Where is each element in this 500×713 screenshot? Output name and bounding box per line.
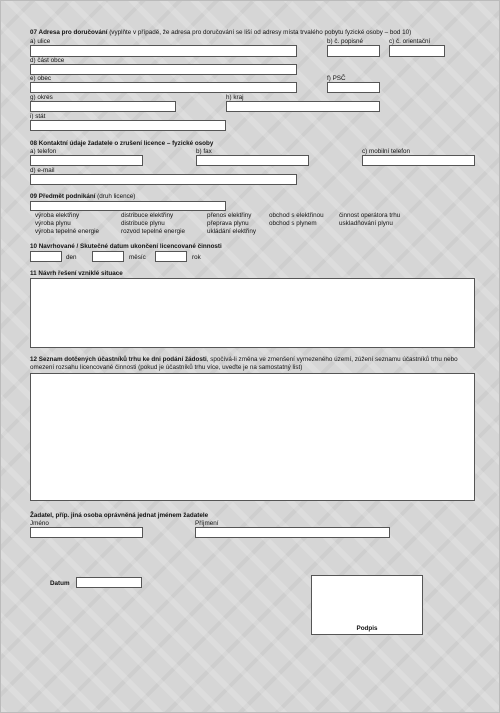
email-field[interactable] (30, 174, 297, 185)
mesic-field[interactable] (92, 251, 124, 262)
orientacni-field[interactable] (389, 45, 445, 57)
licence-item: výroba tepelné energie (35, 228, 100, 235)
licence-item: distribuce elektřiny (121, 212, 174, 219)
s12-title: 12 Seznam dotčených účastníků trhu ke dni podání žádosti (30, 356, 207, 363)
signer-title: Žadatel, příp. jiná osoba oprávněná jednat jménem žadatele (30, 512, 209, 519)
mesic-label: měsíc (129, 254, 146, 261)
licence-item: činnost operátora trhu (339, 212, 401, 219)
licence-item: distribuce plynu (121, 220, 165, 227)
fax-label: b) fax (196, 148, 212, 155)
s07-title: 07 Adresa pro doručování (30, 29, 108, 36)
ulice-field[interactable] (30, 45, 297, 57)
prijmeni-label: Příjmení (195, 520, 219, 527)
kraj-field[interactable] (226, 101, 380, 112)
datum-label: Datum (50, 580, 70, 587)
okres-label: g) okres (30, 94, 53, 101)
mobil-label: c) mobilní telefon (362, 148, 410, 155)
navrh-reseni-textarea[interactable] (30, 278, 475, 348)
licence-item: rozvod tepelné energie (121, 228, 186, 235)
rok-label: rok (192, 254, 201, 261)
licence-item: obchod s elektřinou (269, 212, 324, 219)
druh-licence-field[interactable] (30, 201, 226, 211)
licence-item: přenos elektřiny (207, 212, 252, 219)
stat-field[interactable] (30, 120, 226, 131)
den-label: den (66, 254, 77, 261)
s08-title: 08 Kontaktní údaje žadatele o zrušení licence – fyzické osoby (30, 140, 214, 147)
licence-item: výroba elektřiny (35, 212, 80, 219)
stat-label: i) stát (30, 113, 46, 120)
obec-label: e) obec (30, 75, 52, 82)
telefon-label: a) telefon (30, 148, 57, 155)
s09-title: 09 Předmět podnikání (30, 193, 96, 200)
s10-title: 10 Navrhované / Skutečné datum ukončení licencované činnosti (30, 243, 222, 250)
okres-field[interactable] (30, 101, 176, 112)
podpis-label: Podpis (356, 625, 378, 632)
obec-field[interactable] (30, 82, 297, 93)
datum-field[interactable] (76, 577, 142, 588)
licence-item: uskladňování plynu (339, 220, 393, 227)
jmeno-label: Jméno (30, 520, 49, 527)
rok-field[interactable] (155, 251, 187, 262)
popisne-label: b) č. popisné (327, 38, 364, 45)
kraj-label: h) kraj (226, 94, 244, 101)
fax-field[interactable] (196, 155, 309, 166)
cast-obce-label: d) část obce (30, 57, 65, 64)
licence-item: výroba plynu (35, 220, 71, 227)
email-label: d) e-mail (30, 167, 55, 174)
jmeno-field[interactable] (30, 527, 143, 538)
ulice-label: a) ulice (30, 38, 51, 45)
prijmeni-field[interactable] (195, 527, 390, 538)
licence-item: přeprava plynu (207, 220, 249, 227)
orientacni-label: c) č. orientační (389, 38, 431, 45)
cast-obce-field[interactable] (30, 64, 297, 75)
popisne-field[interactable] (327, 45, 380, 57)
ucastnici-trhu-textarea[interactable] (30, 373, 475, 501)
licence-item: obchod s plynem (269, 220, 317, 227)
s07-heading (30, 29, 411, 36)
den-field[interactable] (30, 251, 62, 262)
psc-field[interactable] (327, 82, 380, 93)
s07-note: (vyplňte v případě, že adresa pro doručování se liší od adresy místa trvalého pobytu fyzické osoby – bod 10) (107, 29, 412, 36)
s12-heading (30, 356, 480, 371)
s09-note: (druh licence) (95, 193, 136, 200)
telefon-field[interactable] (30, 155, 143, 166)
psc-label: f) PSČ (327, 75, 346, 82)
licence-item: ukládání elektřiny (207, 228, 257, 235)
s11-title: 11 Návrh řešení vzniklé situace (30, 270, 123, 277)
s12-note: , spočívá-li změna ve zmenšení vymezeného území, zúžení seznamu účastníků trhu nebo omezení rozsahu licencované činnosti (pokud je účastníků trhu více, uveďte je na samostatný list) (30, 356, 458, 371)
mobil-field[interactable] (362, 155, 475, 166)
s09-heading (30, 193, 135, 200)
